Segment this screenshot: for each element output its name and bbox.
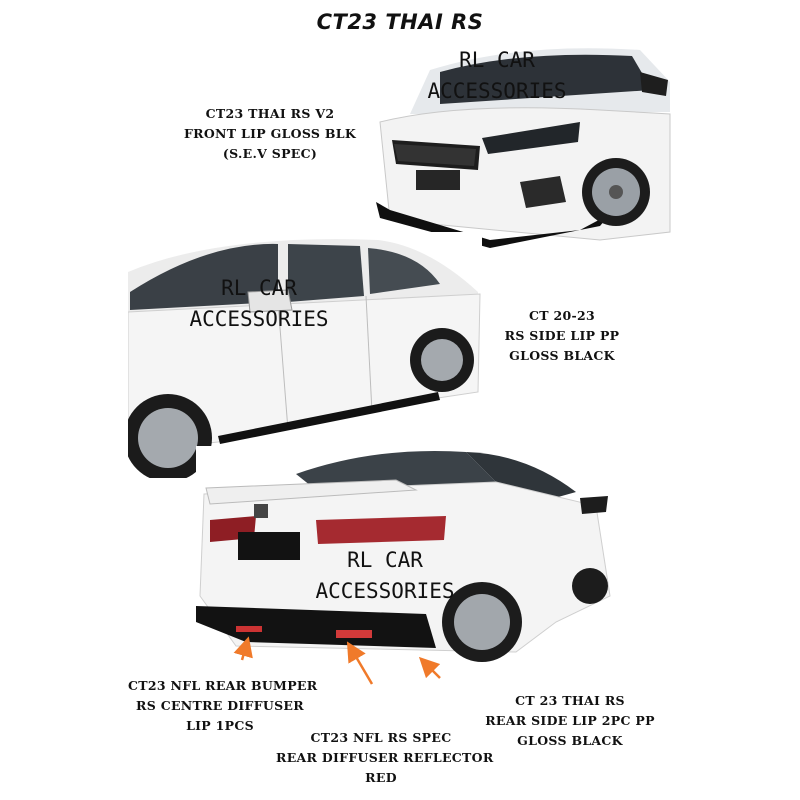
caption-line: CT23 NFL REAR BUMPER (128, 678, 318, 693)
page-title: CT23 THAI RS (316, 10, 484, 34)
caption-line: RS CENTRE DIFFUSER (136, 698, 304, 713)
watermark-line1: RL CAR (221, 276, 297, 300)
caption-line: FRONT LIP GLOSS BLK (183, 126, 357, 141)
caption-line: CT 20-23 (529, 308, 595, 323)
caption-line: REAR DIFFUSER REFLECTOR (276, 750, 494, 765)
caption-line: (S.E.V SPEC) (222, 146, 318, 161)
caption-line: RED (365, 770, 397, 785)
caption-line: RS SIDE LIP PP (504, 328, 620, 343)
arrow-rear-bumper (242, 646, 246, 660)
caption-line: GLOSS BLACK (509, 348, 615, 363)
caption-line: REAR SIDE LIP 2PC PP (485, 713, 655, 728)
watermark-line2: ACCESSORIES (189, 307, 329, 331)
watermark-line1: RL CAR (459, 48, 535, 72)
caption-line: GLOSS BLACK (517, 733, 623, 748)
arrow-reflector (352, 650, 372, 684)
watermark-line2: ACCESSORIES (427, 79, 567, 103)
caption-line: CT23 THAI RS V2 (205, 106, 335, 121)
watermark-line2: ACCESSORIES (315, 579, 455, 603)
caption-line: LIP 1PCS (186, 718, 254, 733)
arrow-rear-side (426, 664, 440, 678)
caption-line: CT23 NFL RS SPEC (310, 730, 452, 745)
caption-line: CT 23 THAI RS (515, 693, 625, 708)
watermark-line1: RL CAR (347, 548, 423, 572)
